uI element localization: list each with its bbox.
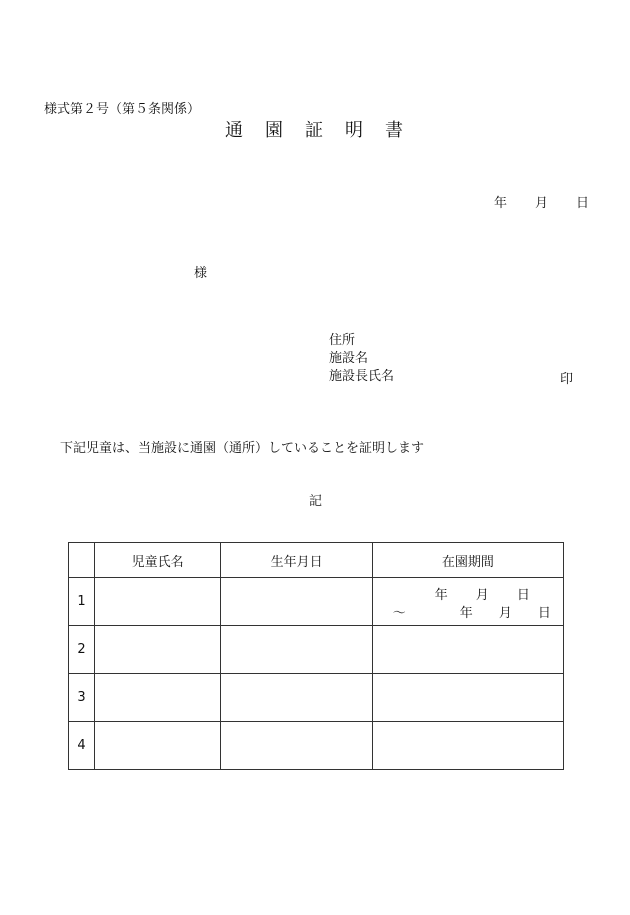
header-enrollment-period: 在園期間	[372, 543, 563, 578]
date-day: 日	[576, 196, 590, 211]
enrollment-period-cell[interactable]	[372, 578, 563, 626]
certification-statement: 下記児童は、当施設に通園（通所）していることを証明します	[60, 441, 425, 456]
start-day: 日	[516, 588, 530, 603]
end-day: 日	[537, 606, 551, 621]
facility-label: 施設名	[329, 351, 369, 366]
table-row	[69, 578, 564, 626]
date-month: 月	[535, 196, 549, 211]
director-label: 施設長氏名	[329, 369, 395, 384]
enrollment-period-cell[interactable]	[372, 626, 563, 674]
child-name-cell[interactable]	[94, 578, 220, 626]
row-number: 4	[69, 722, 95, 770]
enrollment-period-cell[interactable]	[372, 674, 563, 722]
period-start	[435, 584, 530, 603]
start-year: 年	[434, 588, 448, 603]
address-label: 住所	[329, 333, 356, 348]
children-table	[68, 542, 564, 770]
issuer-block	[329, 332, 394, 386]
table-header-row	[69, 543, 564, 578]
row-number: 1	[69, 578, 95, 626]
form-number: 様式第２号（第５条関係）	[44, 102, 201, 117]
birthdate-cell[interactable]	[221, 578, 372, 626]
header-number	[69, 543, 95, 578]
birthdate-cell[interactable]	[221, 674, 372, 722]
issue-date	[494, 192, 589, 211]
row-number: 3	[69, 674, 95, 722]
child-name-cell[interactable]	[94, 722, 220, 770]
addressee-suffix: 様	[194, 266, 208, 281]
enrollment-period-cell[interactable]	[372, 722, 563, 770]
end-year: 年	[459, 606, 473, 621]
header-birthdate: 生年月日	[221, 543, 372, 578]
end-month: 月	[498, 606, 512, 621]
date-year: 年	[494, 196, 508, 211]
row-number: 2	[69, 626, 95, 674]
table-row	[69, 626, 564, 674]
birthdate-cell[interactable]	[221, 626, 372, 674]
table-row	[69, 722, 564, 770]
document-title: 通 園 証 明 書	[225, 120, 405, 141]
child-name-cell[interactable]	[94, 626, 220, 674]
period-tilde: ～	[392, 606, 406, 621]
ki-heading: 記	[309, 494, 323, 509]
birthdate-cell[interactable]	[221, 722, 372, 770]
start-month: 月	[475, 588, 489, 603]
header-child-name: 児童氏名	[94, 543, 220, 578]
seal-mark: 印	[560, 372, 574, 387]
child-name-cell[interactable]	[94, 674, 220, 722]
table-row	[69, 674, 564, 722]
period-end	[393, 602, 551, 621]
